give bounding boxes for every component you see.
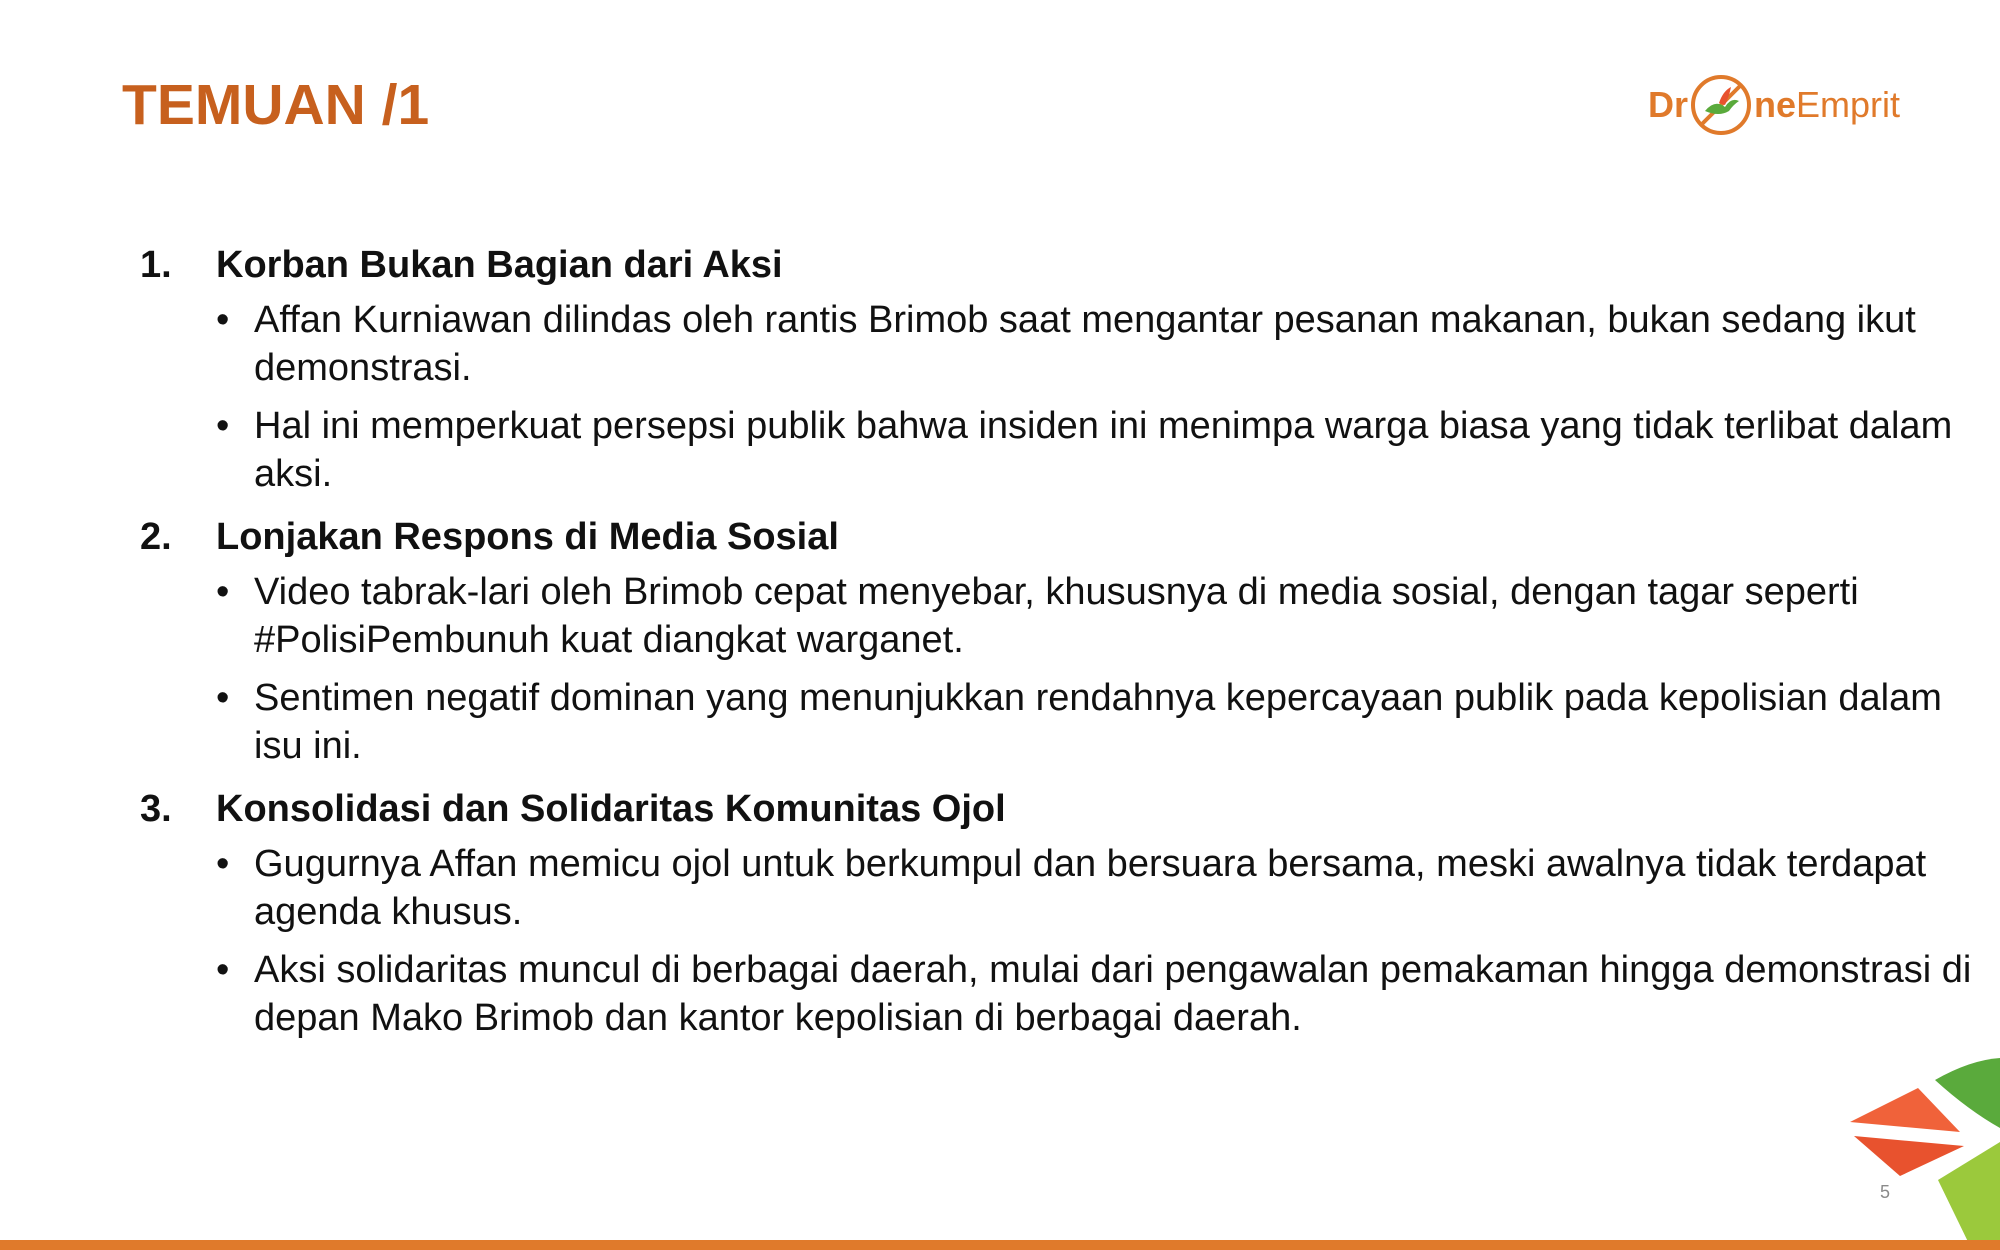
finding-title: Lonjakan Respons di Media Sosial: [216, 516, 839, 558]
bullet-symbol: •: [216, 949, 230, 991]
bullet-symbol: •: [216, 571, 230, 613]
finding-title: Konsolidasi dan Solidaritas Komunitas Ojol: [216, 788, 1006, 830]
bullet-symbol: •: [216, 677, 230, 719]
finding-bullet: [140, 674, 1974, 770]
finding-number: 3.: [140, 788, 172, 830]
finding-number: 1.: [140, 244, 172, 286]
finding-bullet: [140, 568, 1974, 664]
page-number: 5: [1880, 1182, 1891, 1202]
drone-logo-icon: [1689, 73, 1753, 137]
finding-bullet: [140, 402, 1974, 498]
finding-section-1: [140, 240, 1953, 498]
finding-heading: [140, 240, 1840, 290]
finding-heading: [140, 784, 1840, 834]
finding-number: 2.: [140, 516, 172, 558]
finding-section-3: [140, 784, 1972, 1042]
logo-text-part3: Emprit: [1796, 84, 1901, 125]
bullet-text: Video tabrak-lari oleh Brimob cepat menyebar, khususnya di media sosial, dengan tagar seperti #PolisiPembunuh kuat diangkat warganet.: [254, 571, 1859, 661]
logo-text-part1: Dr: [1648, 84, 1689, 125]
finding-bullet: [140, 946, 1974, 1042]
bullet-symbol: •: [216, 843, 230, 885]
finding-heading: [140, 512, 1840, 562]
finding-section-2: [140, 512, 1942, 770]
corner-decoration: [1840, 1050, 2000, 1250]
logo-text-part2: ne: [1754, 84, 1797, 125]
bullet-symbol: •: [216, 405, 230, 447]
bullet-text: Affan Kurniawan dilindas oleh rantis Brimob saat mengantar pesanan makanan, bukan sedang ikut demonstrasi.: [254, 299, 1916, 389]
finding-bullet: [140, 840, 1974, 936]
drone-emprit-logo: [1648, 70, 1900, 140]
bullet-text: Gugurnya Affan memicu ojol untuk berkumpul dan bersuara bersama, meski awalnya tidak terdapat agenda khusus.: [254, 843, 1927, 933]
bullet-symbol: •: [216, 299, 230, 341]
bullet-text: Aksi solidaritas muncul di berbagai daerah, mulai dari pengawalan pemakaman hingga demonstrasi di depan Mako Brimob dan kantor kepolisian di berbagai daerah.: [254, 949, 1972, 1039]
findings-list: [140, 240, 1972, 1056]
finding-title: Korban Bukan Bagian dari Aksi: [216, 244, 783, 286]
slide-title: TEMUAN /1: [122, 73, 430, 137]
finding-bullet: [140, 296, 1974, 392]
bullet-text: Hal ini memperkuat persepsi publik bahwa insiden ini menimpa warga biasa yang tidak terlibat dalam aksi.: [254, 405, 1953, 495]
bottom-accent-bar: [0, 1240, 2000, 1250]
bullet-text: Sentimen negatif dominan yang menunjukkan rendahnya kepercayaan publik pada kepolisian dalam isu ini.: [254, 677, 1942, 767]
